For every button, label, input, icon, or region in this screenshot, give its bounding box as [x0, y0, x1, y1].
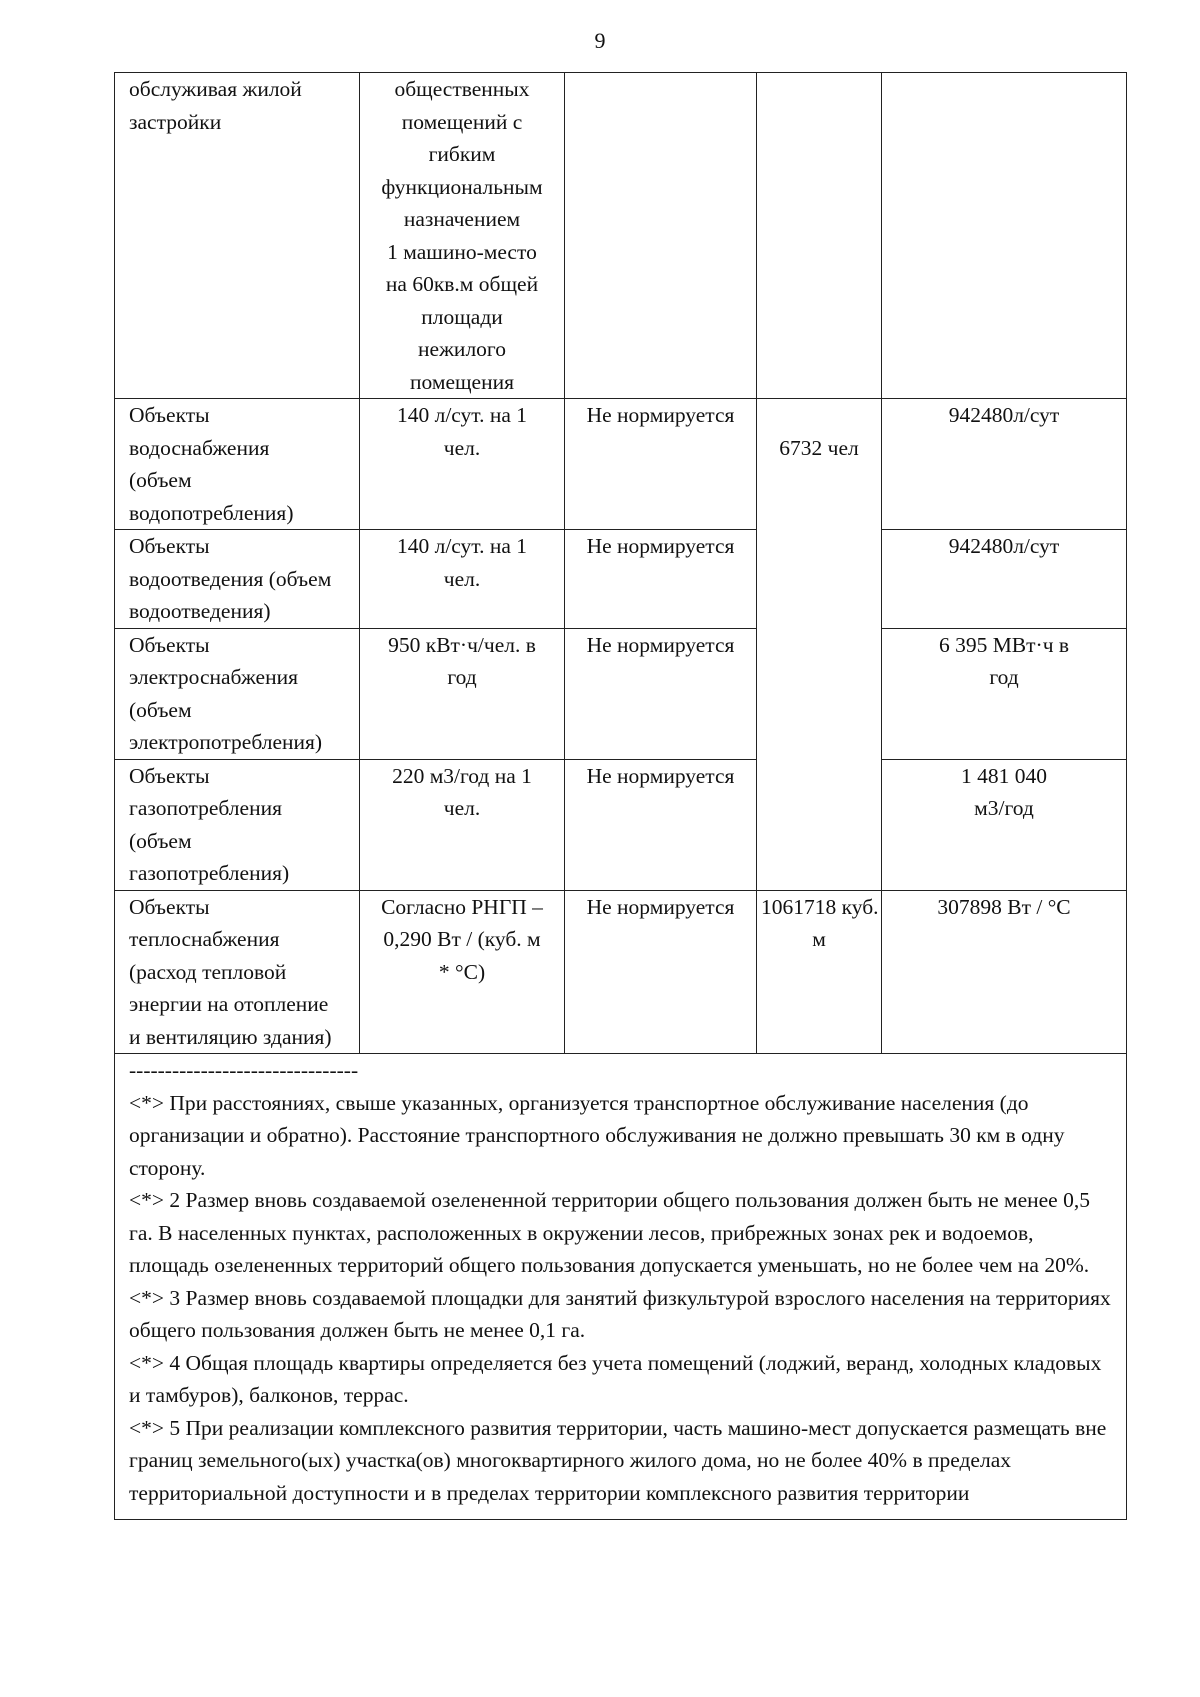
- total-line: 6 395 МВт·ч в: [938, 632, 1070, 657]
- object-name-line: Объекты: [129, 632, 210, 657]
- object-name-line: (объем: [129, 697, 192, 722]
- norm-line: гибким: [428, 142, 496, 166]
- norm-line: 1 машино-место: [387, 239, 537, 264]
- object-name-cell: [115, 759, 360, 890]
- norm-line: площади: [421, 304, 503, 329]
- total-line: год: [989, 665, 1019, 689]
- total-line: 942480л/сут: [948, 403, 1060, 427]
- calc-line: 1061718 куб.: [761, 894, 879, 919]
- footnote: <*> 2 Размер вновь создаваемой озелененной территории общего пользования должен быть не менее 0,5 га. В населенных пунктах, расположенных в окружении лесов, прибрежных зонах рек и водоемов, площадь озелененных территорий общего пользования допускается уменьшать, но не более чем на 20%.: [129, 1188, 1090, 1277]
- calc-line: м: [812, 927, 826, 951]
- norm2-line: Не нормируется: [586, 894, 735, 919]
- norm-cell: [360, 759, 565, 890]
- norm-cell: [360, 890, 565, 1054]
- norm-cell: [360, 73, 565, 399]
- total-line: 942480л/сут: [948, 534, 1060, 558]
- notes-row: [115, 1054, 1127, 1520]
- population-value: 6732 чел: [779, 435, 859, 460]
- object-name-line: водоотведения): [129, 599, 271, 623]
- object-name-line: застройки: [129, 109, 222, 134]
- total-cell: [882, 73, 1127, 399]
- object-name-line: газопотребления): [129, 861, 290, 885]
- total-cell: [882, 399, 1127, 530]
- norm-line: 950 кВт·ч/чел. в: [388, 632, 536, 657]
- object-name-line: водопотребления): [129, 500, 294, 525]
- norm-line: 140 л/сут. на 1: [396, 403, 528, 427]
- footnote: <*> 4 Общая площадь квартиры определяется без учета помещений (лоджий, веранд, холодных кладовых и тамбуров), балконов, террас.: [129, 1350, 1102, 1407]
- footnote-separator: --------------------------------: [129, 1058, 359, 1082]
- norm2-cell: [565, 73, 757, 399]
- norm-line: чел.: [443, 796, 481, 820]
- object-name-line: Объекты: [129, 894, 210, 919]
- footnote: <*> 5 При реализации комплексного развития территории, часть машино-мест допускается размещать вне границ земельного(ых) участка(ов) многоквартирного жилого дома, но не более 40% в пределах территориальной доступности и в пределах территории комплексного развития территории: [129, 1415, 1107, 1505]
- object-name-cell: [115, 890, 360, 1054]
- object-name-cell: [115, 73, 360, 399]
- norm2-cell: [565, 628, 757, 759]
- object-name-cell: [115, 399, 360, 530]
- norm2-line: Не нормируется: [586, 632, 735, 657]
- object-name-line: Объекты: [129, 763, 210, 788]
- norm2-cell: [565, 530, 757, 629]
- footnotes: [115, 1054, 1127, 1520]
- norm-line: нежилого: [418, 337, 506, 361]
- total-line: м3/год: [974, 796, 1034, 820]
- object-name-cell: [115, 628, 360, 759]
- norm-line: чел.: [443, 435, 481, 460]
- total-line: 307898 Вт / °С: [937, 894, 1071, 919]
- table-row: [115, 890, 1127, 1054]
- total-cell: [882, 890, 1127, 1054]
- norm2-line: Не нормируется: [586, 403, 735, 427]
- norm-line: общественных: [394, 77, 530, 101]
- norm-line: 140 л/сут. на 1: [396, 534, 528, 558]
- norm-line: 0,290 Вт / (куб. м: [383, 927, 541, 951]
- object-name-line: обслуживая жилой: [129, 77, 302, 101]
- object-name-line: газопотребления: [129, 796, 282, 820]
- object-name-line: (расход тепловой: [129, 959, 287, 984]
- footnote: <*> 3 Размер вновь создаваемой площадки для занятий физкультурой взрослого населения на территориях общего пользования должен быть не менее 0,1 га.: [129, 1285, 1111, 1342]
- norm2-cell: [565, 890, 757, 1054]
- norm-line: назначением: [403, 207, 521, 231]
- object-name-line: электроснабжения: [129, 665, 298, 689]
- norm-cell: [360, 530, 565, 629]
- norm-line: на 60кв.м общей: [385, 272, 539, 296]
- population-cell: [757, 399, 882, 891]
- norm2-line: Не нормируется: [586, 534, 735, 558]
- table-row: [115, 73, 1127, 399]
- object-name-line: водоотведения (объем: [129, 566, 332, 591]
- object-name-line: (объем: [129, 468, 192, 492]
- object-name-cell: [115, 530, 360, 629]
- norm-line: помещения: [410, 369, 514, 394]
- norm-cell: [360, 399, 565, 530]
- norm-cell: [360, 628, 565, 759]
- table-row: [115, 399, 1127, 530]
- object-name-line: Объекты: [129, 534, 210, 558]
- norm-line: функциональным: [381, 174, 543, 199]
- total-cell: [882, 759, 1127, 890]
- object-name-line: Объекты: [129, 403, 210, 427]
- norm2-cell: [565, 759, 757, 890]
- object-name-line: электропотребления): [129, 730, 323, 754]
- total-cell: [882, 530, 1127, 629]
- object-name-line: и вентиляцию здания): [129, 1024, 332, 1049]
- table-row: [115, 530, 1127, 629]
- norm-line: 220 м3/год на 1: [392, 763, 532, 788]
- norm-line: год: [447, 665, 477, 689]
- norm2-line: Не нормируется: [586, 763, 735, 788]
- table-row: [115, 628, 1127, 759]
- norm-line: * °С): [438, 959, 486, 984]
- norm-line: помещений с: [401, 109, 523, 134]
- total-cell: [882, 628, 1127, 759]
- total-line: 1 481 040: [961, 763, 1047, 788]
- object-name-line: (объем: [129, 828, 192, 853]
- norm2-cell: [565, 399, 757, 530]
- table-row: [115, 759, 1127, 890]
- norm-line: Согласно РНГП –: [381, 894, 543, 919]
- object-name-line: теплоснабжения: [129, 927, 280, 951]
- calc-cell: [757, 73, 882, 399]
- object-name-line: энергии на отопление: [129, 992, 329, 1016]
- calc-cell: [757, 890, 882, 1054]
- page-number: 9: [594, 28, 606, 53]
- norm-line: чел.: [443, 566, 481, 591]
- footnote: <*> При расстояниях, свыше указанных, организуется транспортное обслуживание населения (до организации и обратно). Расстояние транспортного обслуживания не должно превышать 30 км в одну сторону.: [129, 1090, 1065, 1180]
- norms-table: [114, 72, 1127, 1520]
- object-name-line: водоснабжения: [129, 435, 270, 460]
